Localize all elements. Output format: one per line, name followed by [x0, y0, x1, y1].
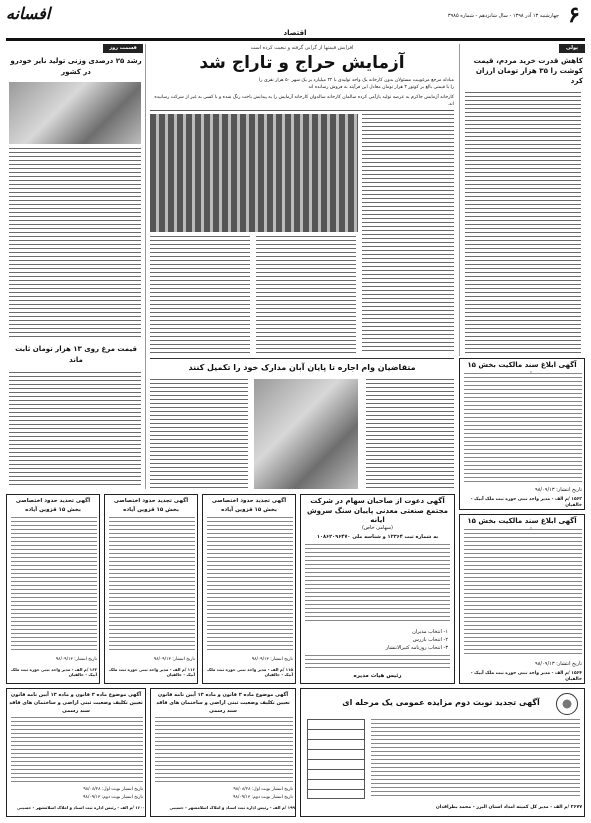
- page-number: ۶: [568, 2, 580, 28]
- ad-boundary-1-title: آگهی تحدید حدود اختصاصی بخش ۱۵ قزوین آیاده: [15, 498, 91, 513]
- main-subline-2: را با قیمتی بالغ بر کوتور ۳ هزار تومان معادل این فرآیند به فروش رسانده اند: [308, 85, 454, 90]
- ad-boundary-3-ref: ۱۱۵ /م الف - مدیر واحد ثبتی حوزه ثبت ملک آبیک - خالقیان: [207, 667, 293, 677]
- ad-deed-1-body: [464, 373, 582, 483]
- section-title: اقتصاد: [283, 29, 307, 37]
- cars-photo: [9, 82, 141, 144]
- loan-body-col-2: [150, 379, 248, 489]
- ad-boundary-1: [6, 494, 100, 684]
- ad-boundary-2-ref: ۱۱۶ /م الف - مدیر واحد ثبتی حوزه ثبت ملک آبیک - خالقیان: [109, 667, 195, 677]
- page-header: [0, 0, 591, 40]
- ad-shareholders-title: آگهی دعوت از صاحبان سهام در شرکت مجتمع صنعتی معدنی پاییان سنگ سروش ایانه: [307, 497, 448, 524]
- ad-deed-2: [459, 514, 585, 684]
- left-headline-2: قیمت مرغ روی ۱۳ هزار تومان ثابت ماند: [15, 345, 137, 364]
- ad-deed-2-body: [464, 529, 582, 657]
- agenda-item-2: ۲- انتخاب بازرس: [412, 637, 448, 643]
- ad-auction-table: [307, 719, 365, 799]
- ad-land-title-2-body: [155, 717, 293, 783]
- ad-deed-1-title: آگهی ابلاغ سند مالکیت بخش ۱۵: [467, 361, 577, 369]
- ad-land-title-2: [150, 688, 296, 817]
- ad-land-title-1-date-1: تاریخ انتشار نوبت اول: ۹۸/۰۸/۲۸: [83, 787, 143, 792]
- ad-boundary-1-body: [11, 517, 97, 653]
- main-body-col-2: [256, 236, 356, 354]
- ad-boundary-2-date: تاریخ انتشار: ۹۸/۰۹/۱۳: [153, 657, 195, 662]
- ad-deed-1-date: تاریخ انتشار: ۹۸/۰۹/۱۳: [535, 487, 582, 493]
- date-line: چهارشنبه ۱۳ آذر ۱۳۹۸ - سال شانزدهم - شماره ۳۹۸۵: [447, 13, 559, 19]
- ad-land-title-1-title: آگهی موضوع ماده ۳ قانون و ماده ۱۳ آیین نامه قانون تعیین تکلیف وضعیت ثبتی اراضی و ساختمان های فاقد سند رسمی: [9, 692, 143, 714]
- loan-body-col-1: [366, 379, 454, 489]
- ad-deed-1-ref: ۱۵۶۲ /م الف - مدیر واحد ثبتی حوزه ثبت ملک آبیک - خالقیان: [470, 497, 582, 508]
- ad-boundary-2-body: [109, 517, 195, 653]
- main-divider: [150, 110, 454, 111]
- ad-shareholders: [300, 494, 455, 684]
- left-body-text-2: [9, 372, 141, 487]
- ad-deed-2-title: آگهی ابلاغ سند مالکیت بخش ۱۵: [467, 517, 577, 525]
- right-body-text: [465, 92, 581, 354]
- left-column: [6, 44, 146, 489]
- loan-photo: [254, 379, 358, 489]
- ad-land-title-2-ref: ۱۹۹ /م الف - رئیس اداره ثبت اسناد و املاک اسلامشهر - حسینی: [169, 805, 295, 810]
- right-column: [459, 44, 585, 356]
- ad-shareholders-body-2: [305, 655, 450, 669]
- right-headline: کاهش قدرت خرید مردم، قیمت کوشت را ۳۵ هزار تومان ارزان کرد: [473, 56, 583, 85]
- ad-land-title-1-body: [11, 717, 143, 783]
- building-photo: [150, 114, 358, 232]
- main-body-col-3: [150, 236, 250, 354]
- left-body-text-1: [9, 148, 141, 338]
- ad-auction: [300, 688, 585, 817]
- column-tag: پولی: [559, 44, 585, 53]
- ad-deed-2-ref: ۱۵۶۴ /م الف - مدیر واحد ثبتی حوزه ثبت ملک آبیک - خالقیان: [470, 671, 582, 682]
- ad-shareholders-sign: رئیس هیات مدیره: [353, 673, 402, 679]
- ad-land-title-1: [6, 688, 146, 817]
- main-subline-1: مبادله مرجع مرغوبیت مسئولان بدون کارخانه یک واحد تولیدی با ۲۲ میلیارد بر یک شهر ۵۰ هزار نفری را: [259, 78, 454, 83]
- main-article: [150, 44, 454, 356]
- ad-auction-title: آگهی تجدید نوبت دوم مزایده عمومی یک مرحله ای: [342, 698, 540, 707]
- main-subline-3: کارخانه آزمایش جاکرم به عرصه تولید بازآمی کرده سالمان کارخانه سالدوان کارخانه آزمایش را به پیدایش باخت رنگ شده و با کسی به غیر از شرکت رسانیده اند.: [154, 95, 454, 107]
- header-rule: [6, 38, 585, 41]
- ad-boundary-1-ref: ۱۶۳ /م الف - مدیر واحد ثبتی حوزه ثبت ملک آبیک - خالقیان: [11, 667, 97, 677]
- ad-boundary-3: [202, 494, 296, 684]
- ad-boundary-2-title: آگهی تجدید حدود اختصاصی بخش ۱۵ قزوین آیاده: [113, 498, 189, 513]
- main-headline: آزمایش حراج و تاراج شد: [199, 53, 405, 73]
- left-tag: قسمت روز: [103, 44, 143, 53]
- ad-boundary-1-date: تاریخ انتشار: ۹۸/۰۹/۱۳: [55, 657, 97, 662]
- agenda-item-1: ۱- انتخاب مدیران: [412, 629, 448, 635]
- ad-auction-ref: ۲۶۷۷ /م الف - مدیر کل کمیته امداد استان البرز - محمد بطراقدان: [435, 805, 582, 810]
- left-headline-1: رشد ۲۵ درصدی وزنی تولید نایر خودرو در کشور: [10, 57, 142, 76]
- ad-land-title-2-date-1: تاریخ انتشار نوبت اول: ۹۸/۰۸/۲۸: [233, 787, 293, 792]
- main-kicker: افزایش قیمتها از گرانی گرفته و تبعیت کرده است: [250, 45, 354, 51]
- ad-boundary-3-date: تاریخ انتشار: ۹۸/۰۹/۱۳: [251, 657, 293, 662]
- ad-boundary-3-title: آگهی تجدید حدود اختصاصی بخش ۱۵ قزوین آیاده: [211, 498, 287, 513]
- loan-headline: متقاضیان وام اجاره تا پایان آبان مدارک خود را تکمیل کنند: [188, 363, 416, 372]
- ad-land-title-1-ref: ۱۶۰۰ /م الف - رئیس اداره ثبت اسناد و املاک اسلامشهر - حسینی: [17, 805, 145, 810]
- ad-land-title-2-date-2: تاریخ انتشار نوبت دوم: ۹۸/۰۹/۱۳: [233, 795, 293, 800]
- ad-shareholders-reg: به شماره ثبت ۱۲۳۶۴ و شناسه ملی ۱۰۸۶۲۰۹۶۴۷۰: [316, 534, 439, 540]
- agenda-item-3: ۳- انتخاب روزنامه کثیرالانتشار: [385, 645, 448, 651]
- ad-shareholders-subtitle: (سهامی خاص): [361, 525, 393, 531]
- ad-auction-body: [371, 719, 580, 799]
- newspaper-logo: افسانه: [6, 4, 51, 23]
- main-body-col-1: [362, 114, 454, 354]
- loan-article: [150, 358, 454, 490]
- ad-deed-1: [459, 358, 585, 510]
- ad-deed-2-date: تاریخ انتشار: ۹۸/۰۹/۱۳: [535, 661, 582, 667]
- ad-boundary-2: [104, 494, 198, 684]
- ad-land-title-1-date-2: تاریخ انتشار نوبت دوم: ۹۸/۰۹/۱۳: [83, 795, 143, 800]
- ad-boundary-3-body: [207, 517, 293, 653]
- emblem-icon: [556, 693, 578, 715]
- ad-shareholders-body: [305, 544, 450, 624]
- ad-land-title-2-title: آگهی موضوع ماده ۳ قانون و ماده ۱۳ آیین نامه قانون تعیین تکلیف وضعیت ثبتی اراضی و ساختمان های فاقد سند رسمی: [156, 692, 290, 714]
